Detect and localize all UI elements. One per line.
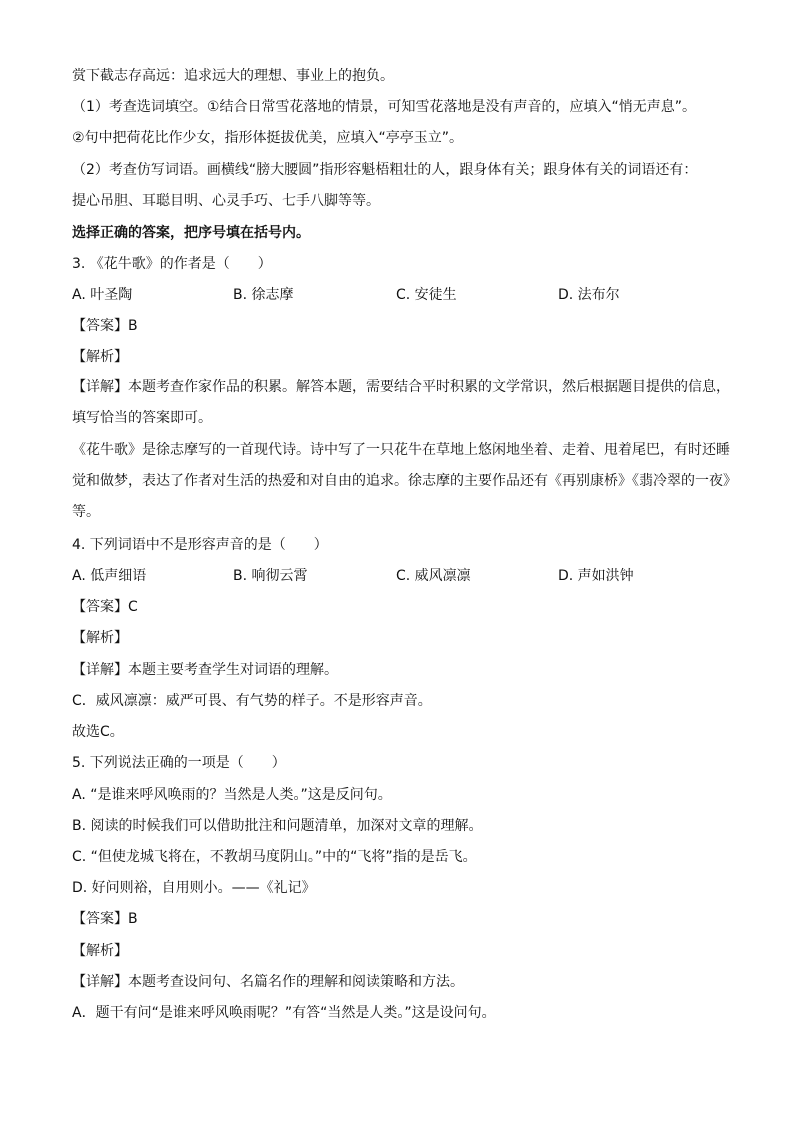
q5-answer: 【答案】B bbox=[72, 911, 138, 927]
q3-option-c: C. 安徒生 bbox=[396, 287, 457, 303]
q5-option-b: B. 阅读的时候我们可以借助批注和问题清单，加深对文章的理解。 bbox=[72, 818, 483, 834]
text-line: （1）考查选词填空。①结合日常雪花落地的情景，可知雪花落地是没有声音的，应填入“悄无声息”。 bbox=[72, 99, 696, 115]
q3-option-a: A. 叶圣陶 bbox=[72, 287, 133, 303]
text-line: 提心吊胆、耳聪目明、心灵手巧、七手八脚等等。 bbox=[72, 193, 380, 209]
question-3: 3. 《花牛歌》的作者是（ ） bbox=[72, 256, 272, 272]
q5-detail: 【详解】本题考查设问句、名篇名作的理解和阅读策略和方法。 bbox=[72, 974, 464, 990]
q4-option-a: A. 低声细语 bbox=[72, 568, 147, 584]
q4-conclusion: 故选C。 bbox=[72, 724, 124, 740]
text-line: （2）考查仿写词语。画横线“膀大腰圆”指形容魁梧粗壮的人，跟身体有关；跟身体有关的词语还有： bbox=[72, 162, 698, 178]
q3-option-b: B. 徐志摩 bbox=[233, 287, 294, 303]
q3-answer: 【答案】B bbox=[72, 318, 138, 334]
q3-explanation: 《花牛歌》是徐志摩写的一首现代诗。诗中写了一只花牛在草地上悠闲地坐着、走着、甩着尾巴，有时还睡觉和做梦，表达了作者对生活的热爱和对自由的追求。徐志摩的主要作品还有《再别康桥》《翡冷翠的一夜》等。 bbox=[72, 442, 730, 520]
q4-option-c: C. 威风凛凛 bbox=[396, 568, 471, 584]
q4-option-b: B. 响彻云霄 bbox=[233, 568, 308, 584]
question-5: 5. 下列说法正确的一项是（ ） bbox=[72, 755, 286, 771]
text-line: 赏下截志存高远：追求远大的理想、事业上的抱负。 bbox=[72, 68, 394, 84]
q4-option-d: D. 声如洪钟 bbox=[558, 568, 634, 584]
q5-option-d: D. 好问则裕，自用则小。——《礼记》 bbox=[72, 880, 316, 896]
text-line: ②句中把荷花比作少女，指形体挺拔优美，应填入“亭亭玉立”。 bbox=[72, 130, 464, 146]
q4-explanation: C．威风凛凛：威严可畏、有气势的样子。不是形容声音。 bbox=[72, 693, 432, 709]
q5-option-c: C. “但使龙城飞将在，不教胡马度阴山。”中的“飞将”指的是岳飞。 bbox=[72, 849, 477, 865]
q3-option-d: D. 法布尔 bbox=[558, 287, 620, 303]
q4-answer: 【答案】C bbox=[72, 599, 138, 615]
q4-detail: 【详解】本题主要考查学生对词语的理解。 bbox=[72, 662, 338, 678]
q5-analysis-label: 【解析】 bbox=[72, 943, 128, 959]
q5-explanation-a: A．题干有问“是谁来呼风唤雨呢？”有答“当然是人类。”这是设问句。 bbox=[72, 1005, 496, 1021]
q5-option-a: A. “是谁来呼风唤雨的？当然是人类。”这是反问句。 bbox=[72, 787, 392, 803]
question-4: 4. 下列词语中不是形容声音的是（ ） bbox=[72, 537, 328, 553]
q4-analysis-label: 【解析】 bbox=[72, 630, 128, 646]
q3-analysis-label: 【解析】 bbox=[72, 349, 128, 365]
section-heading: 选择正确的答案，把序号填在括号内。 bbox=[72, 225, 310, 241]
q3-detail: 【详解】本题考查作家作品的积累。解答本题，需要结合平时积累的文学常识，然后根据题目提供的信息，填写恰当的答案即可。 bbox=[72, 379, 730, 426]
